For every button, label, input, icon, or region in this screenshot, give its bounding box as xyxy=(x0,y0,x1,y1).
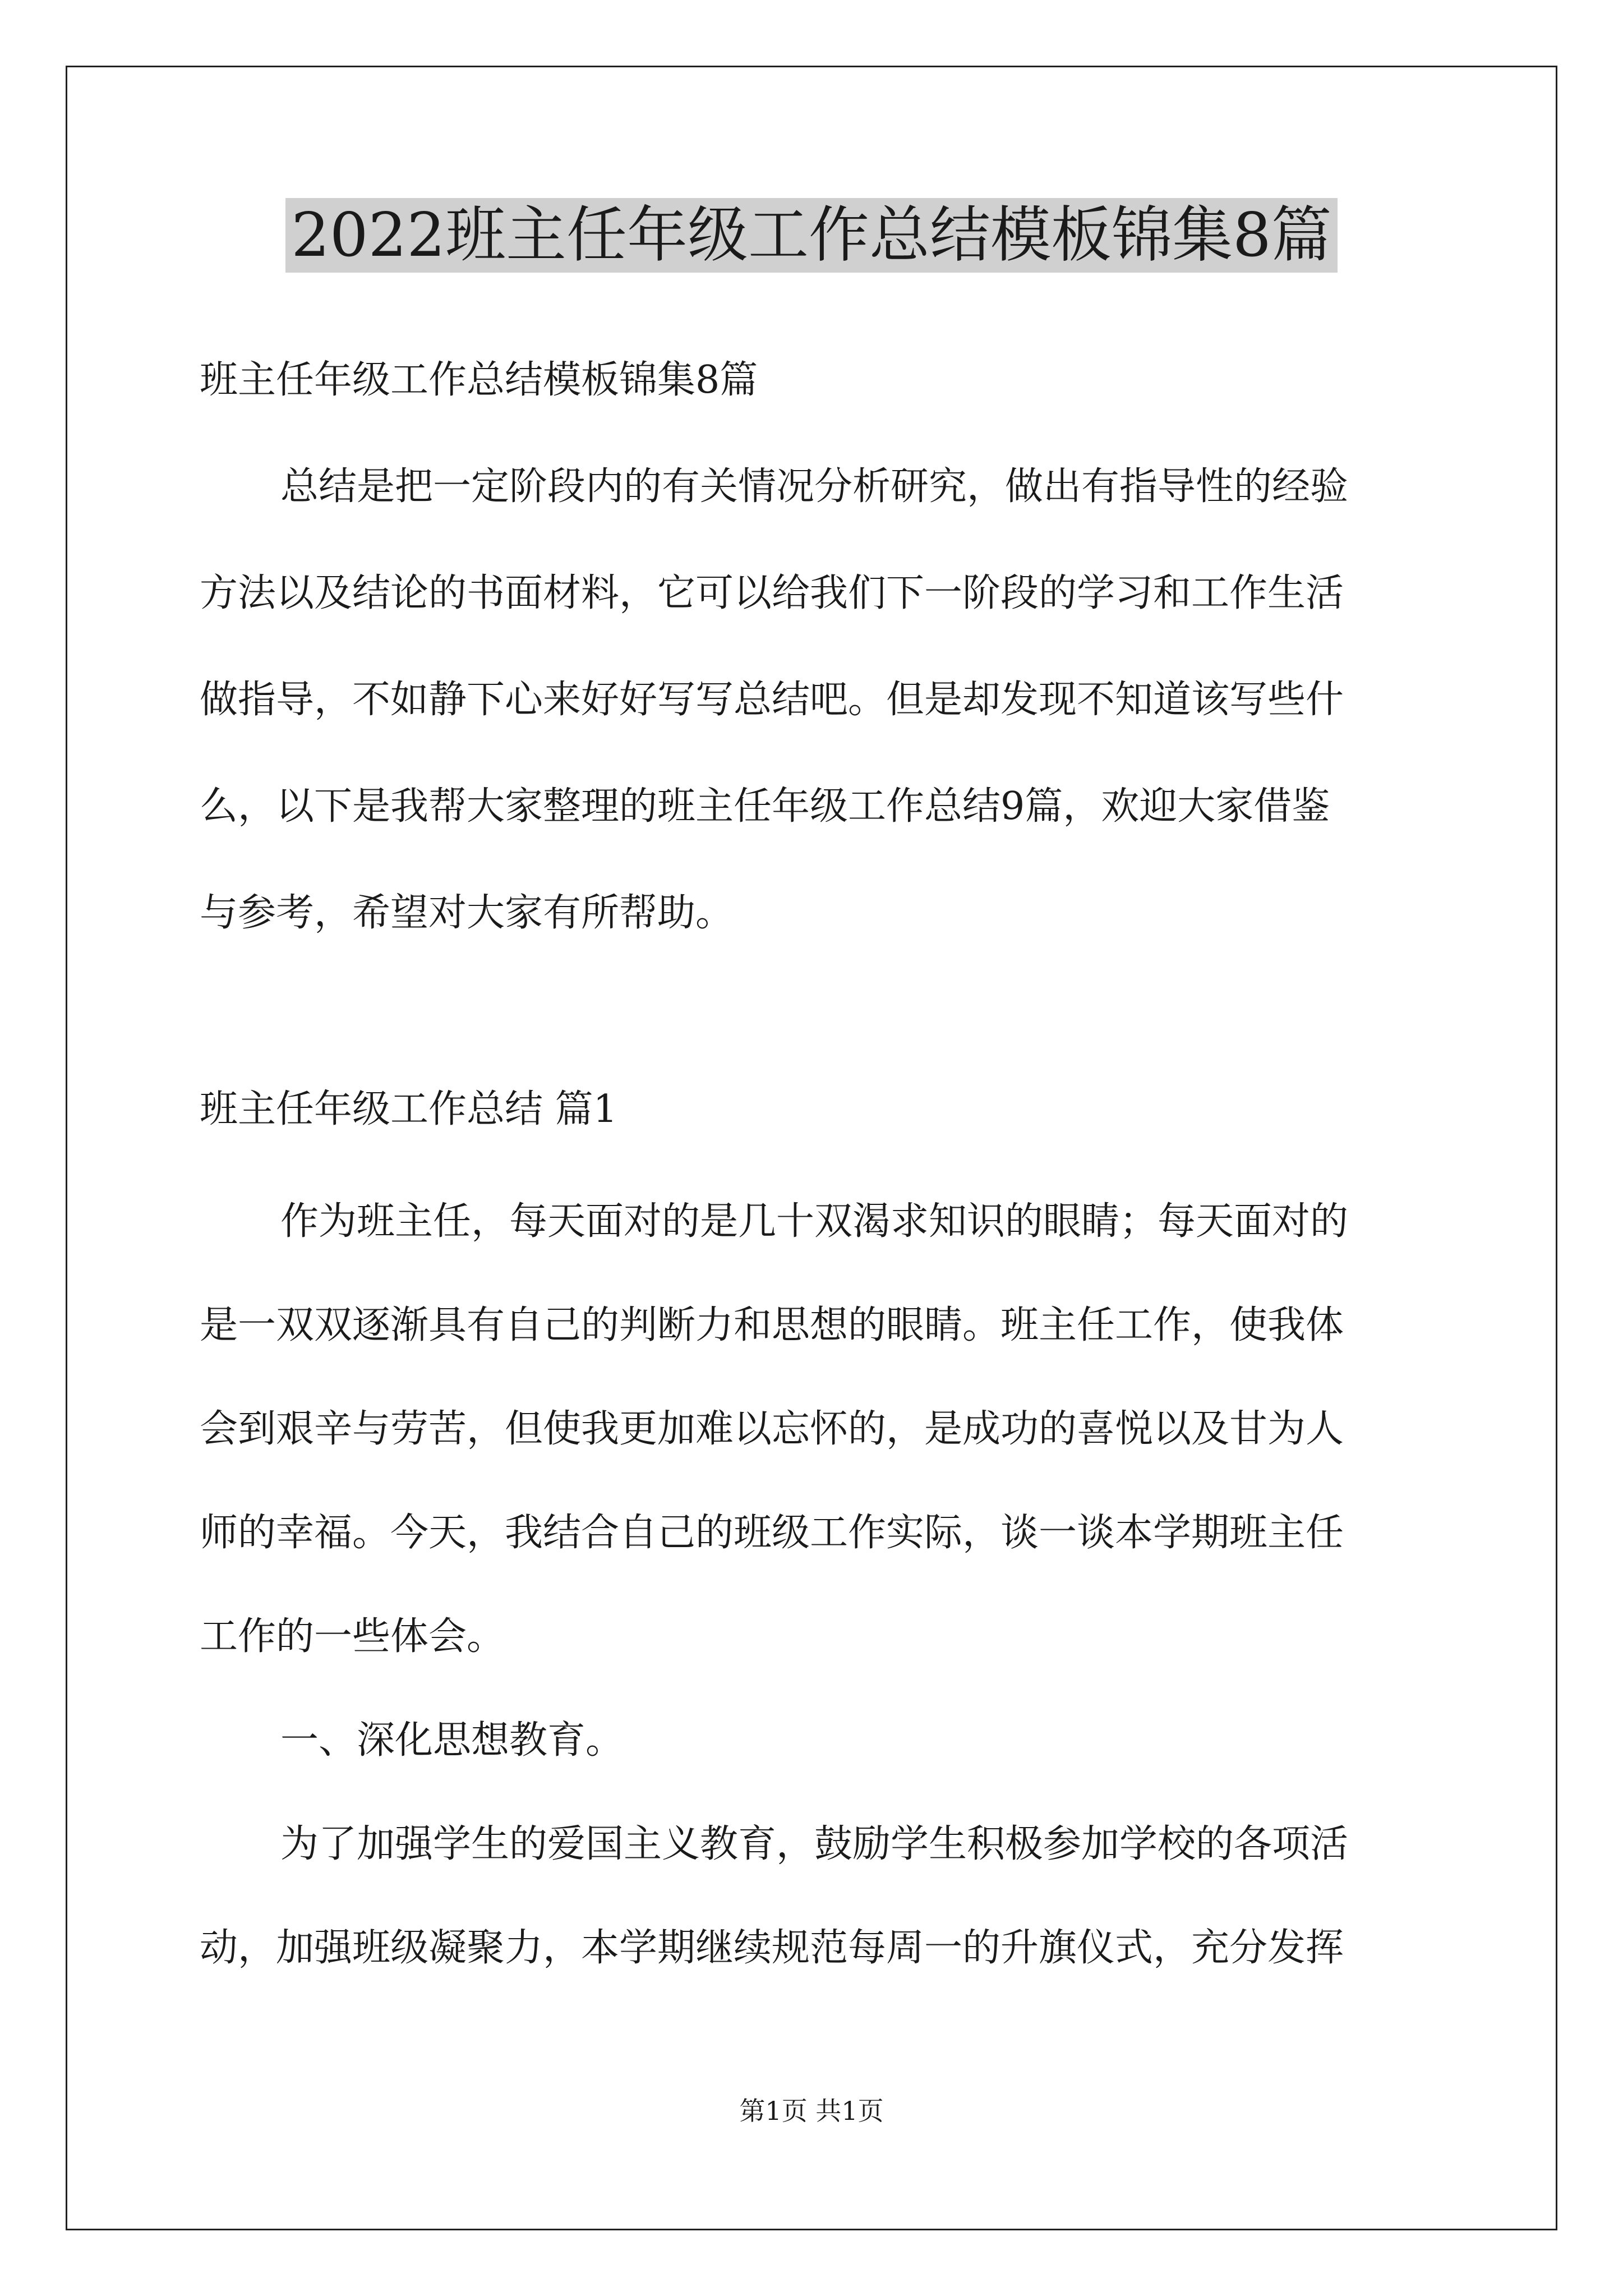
page-footer: 第1页 共1页 xyxy=(739,2096,884,2126)
intro-line-2: 方法以及结论的书面材料，它可以给我们下一阶段的学习和工作生活 xyxy=(200,571,1344,615)
section-line-4: 师的幸福。今天，我结合自己的班级工作实际，谈一谈本学期班主任 xyxy=(200,1511,1344,1555)
para2-line-1: 为了加强学生的爱国主义教育，鼓励学生积极参加学校的各项活 xyxy=(280,1822,1349,1866)
intro-line-1: 总结是把一定阶段内的有关情况分析研究，做出有指导性的经验 xyxy=(280,464,1349,509)
document-subtitle: 班主任年级工作总结模板锦集8篇 xyxy=(200,358,758,402)
section-line-5: 工作的一些体会。 xyxy=(200,1614,505,1659)
section-line-3: 会到艰辛与劳苦，但使我更加难以忘怀的，是成功的喜悦以及甘为人 xyxy=(200,1407,1344,1451)
intro-line-3: 做指导，不如静下心来好好写写总结吧。但是却发现不知道该写些什 xyxy=(200,678,1344,722)
intro-line-4: 么，以下是我帮大家整理的班主任年级工作总结9篇，欢迎大家借鉴 xyxy=(200,784,1330,829)
intro-line-5: 与参考，希望对大家有所帮助。 xyxy=(200,891,734,935)
subheading: 一、深化思想教育。 xyxy=(280,1718,624,1763)
document-title: 2022班主任年级工作总结模板锦集8篇 xyxy=(0,194,1623,278)
section-line-1: 作为班主任，每天面对的是几十双渴求知识的眼睛；每天面对的 xyxy=(280,1199,1349,1244)
section-heading: 班主任年级工作总结 篇1 xyxy=(200,1087,617,1131)
section-line-2: 是一双双逐渐具有自己的判断力和思想的眼睛。班主任工作，使我体 xyxy=(200,1303,1344,1347)
para2-line-2: 动，加强班级凝聚力，本学期继续规范每周一的升旗仪式，充分发挥 xyxy=(200,1926,1344,1970)
